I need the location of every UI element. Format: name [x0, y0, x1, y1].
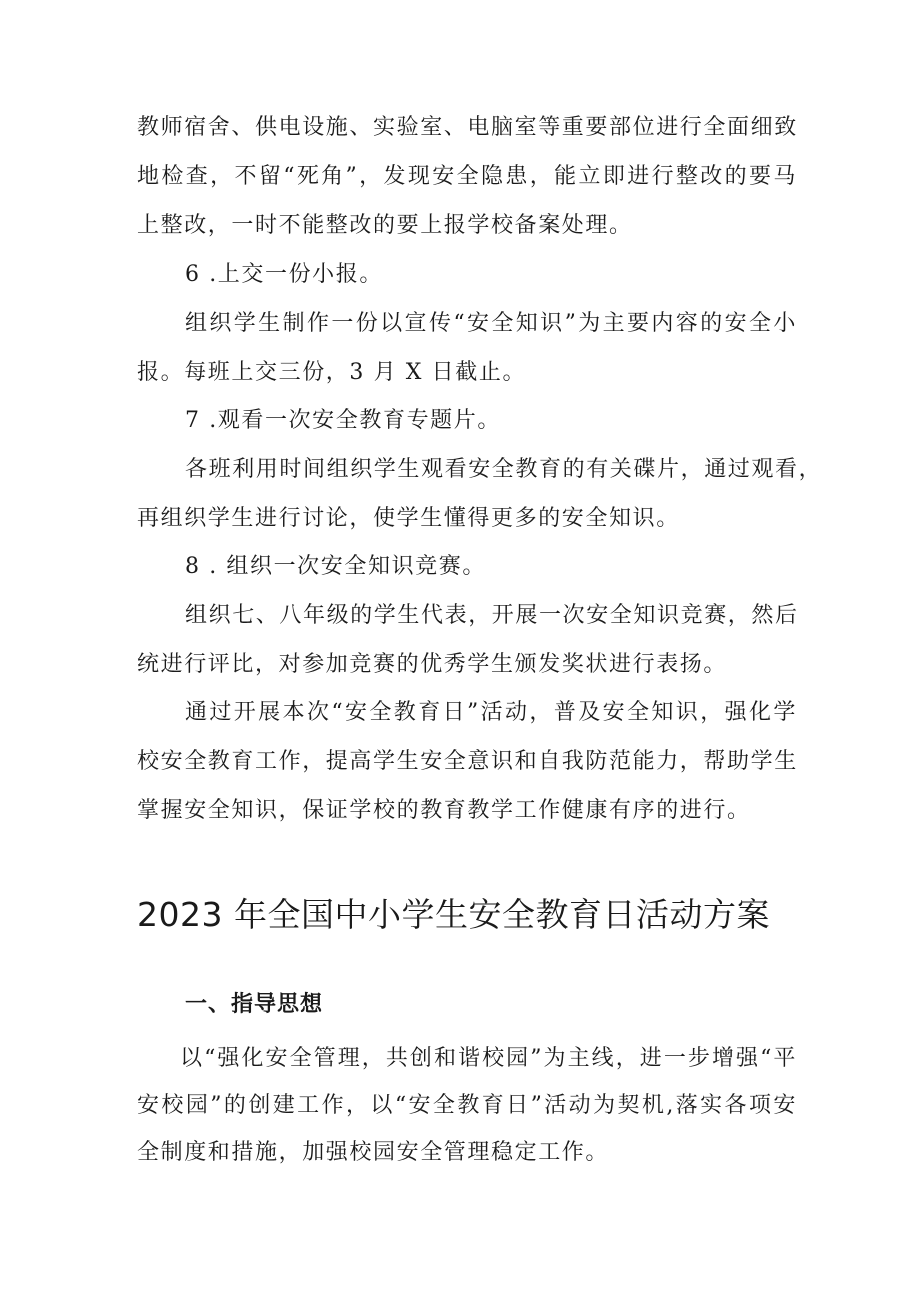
paragraph-line: 报。每班上交三份，3 月 X 日截止。 — [137, 360, 527, 385]
paragraph-line: 组织学生制作一份以宣传“安全知识”为主要内容的安全小 — [185, 311, 797, 336]
paragraph-line: 掌握安全知识，保证学校的教育教学工作健康有序的进行。 — [137, 798, 751, 823]
paragraph-line: 上整改，一时不能整改的要上报学校备案处理。 — [137, 213, 633, 238]
list-item-heading: 7 .观看一次安全教育专题片。 — [185, 408, 501, 433]
paragraph-line: 统进行评比，对参加竞赛的优秀学生颁发奖状进行表扬。 — [137, 652, 728, 677]
paragraph-line: 教师宿舍、供电设施、实验室、电脑室等重要部位进行全面细致 — [137, 115, 798, 140]
paragraph-line: 各班利用时间组织学生观看安全教育的有关碟片，通过观看， — [185, 457, 823, 482]
paragraph-line: 通过开展本次“安全教育日”活动，普及安全知识，强化学 — [185, 700, 797, 725]
paragraph-line: 校安全教育工作，提高学生安全意识和自我防范能力，帮助学生 — [137, 749, 798, 774]
list-item-heading: 8 . 组织一次安全知识竞赛。 — [185, 554, 486, 579]
paragraph-line: 全制度和措施，加强校园安全管理稳定工作。 — [137, 1140, 610, 1165]
paragraph-line: 再组织学生进行讨论，使学生懂得更多的安全知识。 — [137, 506, 680, 531]
paragraph-line: 组织七、八年级的学生代表，开展一次安全知识竞赛，然后 — [185, 603, 799, 628]
section-heading: 一、指导思想 — [185, 992, 324, 1017]
paragraph-line: 以“强化安全管理，共创和谐校园”为主线，进一步增强“平 — [180, 1046, 797, 1071]
document-title: 2023 年全国中小学生安全教育日活动方案 — [137, 895, 770, 934]
list-item-heading: 6 .上交一份小报。 — [185, 262, 383, 287]
paragraph-line: 安校园”的创建工作，以“安全教育日”活动为契机,落实各项安 — [137, 1093, 797, 1118]
paragraph-line: 地检查，不留“死角”，发现安全隐患，能立即进行整改的要马 — [137, 164, 797, 189]
